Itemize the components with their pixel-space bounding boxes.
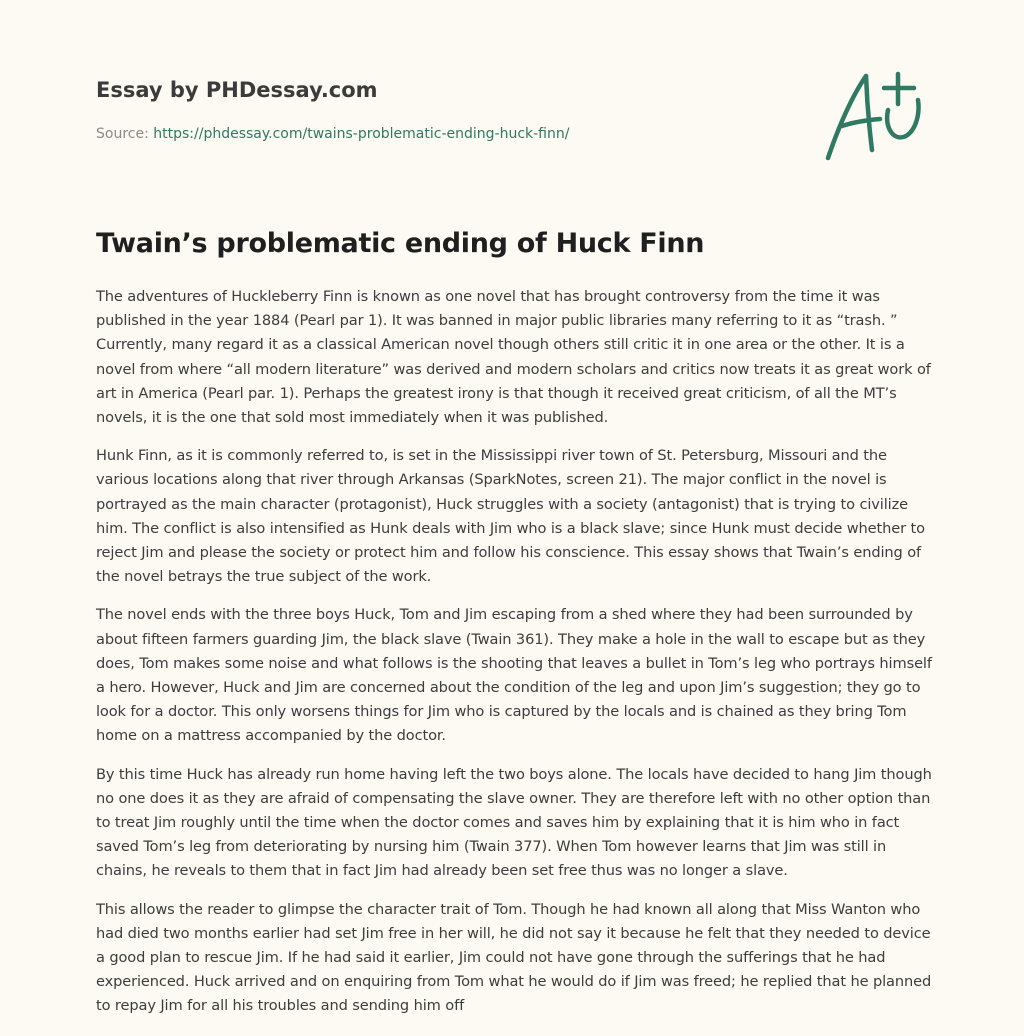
document-header (96, 76, 796, 144)
essay-paragraph: The adventures of Huckleberry Finn is known as one novel that has brought controversy from the time it was published in the year 1884 (Pearl par 1). It was banned in major public libraries many referring to it as “trash. ” Currently, many regard it as a classical American novel though others still critic it in one area or the other. It is a novel from where “all modern literature” was derived and modern scholars and critics now treats it as great work of art in America (Pearl par. 1). Perhaps the greatest irony is that though it received great criticism, of all the MT’s novels, it is the one that sold most immediately when it was published. (96, 288, 931, 427)
essay-paragraph: The novel ends with the three boys Huck, Tom and Jim escaping from a shed where they had been surrounded by about fifteen farmers guarding Jim, the black slave (Twain 361). They make a hole in the wall to escape but as they does, Tom makes some noise and what follows is the shooting that leaves a bullet in Tom’s leg who portrays himself a hero. However, Huck and Jim are concerned about the condition of the leg and upon Jim’s suggestion; they go to look for a doctor. This only worsens things for Jim who is captured by the locals and is chained as they bring Tom home on a mattress accompanied by the doctor. (96, 606, 932, 745)
essay-title: Twain’s problematic ending of Huck Finn (96, 228, 705, 259)
source-link[interactable]: https://phdessay.com/twains-problematic-ending-huck-finn/ (153, 126, 570, 142)
essay-paragraph: This allows the reader to glimpse the character trait of Tom. Though he had known all along that Miss Wanton who had died two months earlier had set Jim free in her will, he did not say it because he felt that they needed to device a good plan to rescue Jim. If he had said it earlier, Jim could not have gone through the sufferings that he had experienced. Huck arrived and on enquiring from Tom what he would do if Jim was freed; he replied that he planned to repay Jim for all his troubles and sending him off (96, 900, 932, 1015)
source-label: Source: (96, 126, 154, 142)
a-plus-grade-icon (818, 66, 930, 166)
brand-title: Essay by PHDessay.com (96, 78, 378, 102)
source-line (96, 124, 796, 144)
essay-paragraph: Hunk Finn, as it is commonly referred to, is set in the Mississippi river town of St. Petersburg, Missouri and the various locations along that river through Arkansas (SparkNotes, screen 21). The major conflict in the novel is portrayed as the main character (protagonist), Huck struggles with a society (antagonist) that is trying to civilize him. The conflict is also intensified as Hunk deals with Jim who is a black slave; since Hunk must decide whether to reject Jim and please the society or protect him and follow his conscience. This essay shows that Twain’s ending of the novel betrays the true subject of the work. (96, 447, 925, 586)
essay-body (96, 285, 932, 1033)
essay-paragraph: By this time Huck has already run home having left the two boys alone. The locals have decided to hang Jim though no one does it as they are afraid of compensating the slave owner. They are therefore left with no other option than to treat Jim roughly until the time when the doctor comes and saves him by explaining that it is him who in fact saved Tom’s leg from deteriorating by nursing him (Twain 377). When Tom however learns that Jim was still in chains, he reveals to them that in fact Jim had already been set free thus was no longer a slave. (96, 765, 932, 880)
